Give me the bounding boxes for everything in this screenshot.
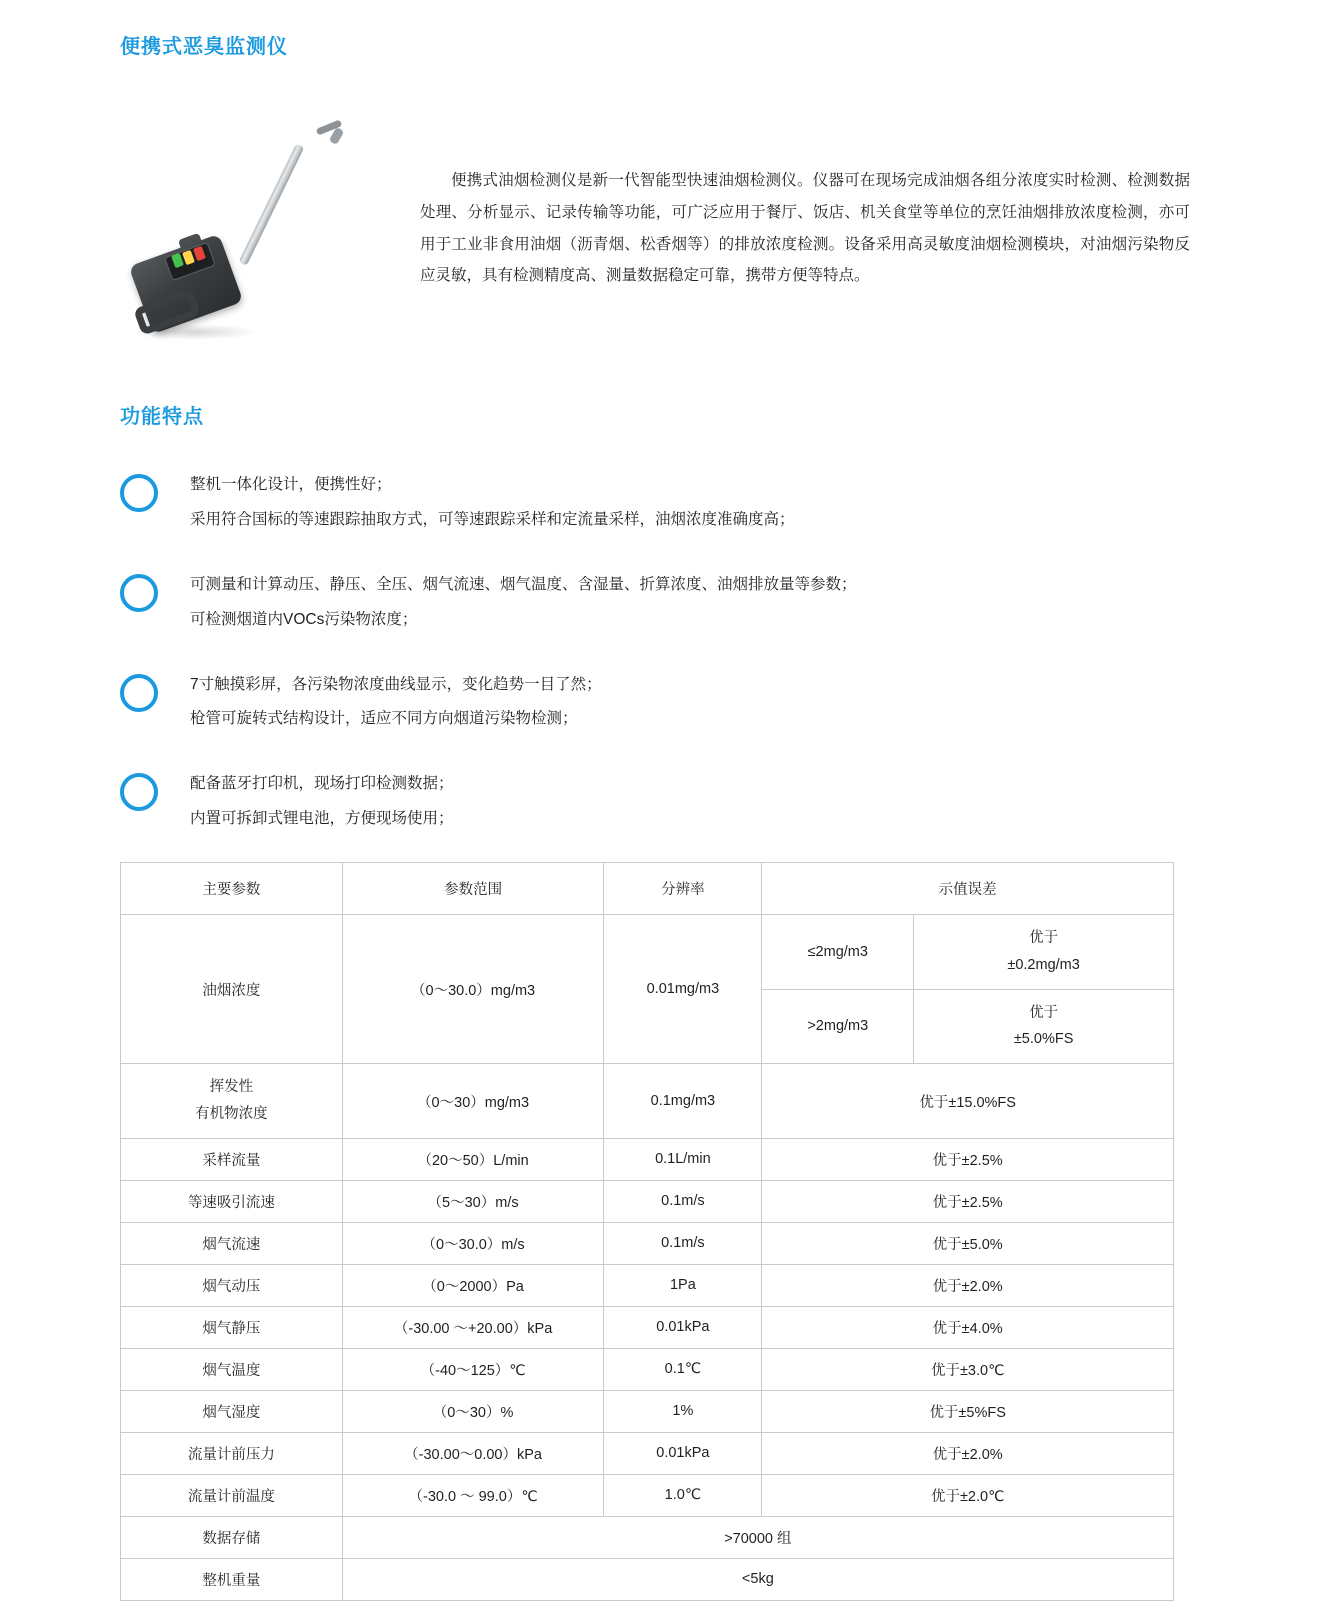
- cell-resolution: 0.01mg/m3: [604, 915, 762, 1064]
- error-value-line: ±0.2mg/m3: [1007, 956, 1080, 973]
- specification-table: [120, 862, 1174, 1601]
- cell-error-value: 优于±2.0%: [762, 1264, 1174, 1306]
- table-row: [121, 1222, 1174, 1264]
- circle-bullet-icon: [120, 574, 158, 612]
- feature-list: [120, 468, 1195, 867]
- cell-error-value: [914, 915, 1174, 990]
- feature-line: 可测量和计算动压、静压、全压、烟气流速、烟气温度、含湿量、折算浓度、油烟排放量等参数；: [190, 575, 857, 593]
- intro-paragraph: 便携式油烟检测仪是新一代智能型快速油烟检测仪。仪器可在现场完成油烟各组分浓度实时检测、检测数据处理、分析显示、记录传输等功能，可广泛应用于餐厅、饭店、机关食堂等单位的烹饪油烟排放浓度检测，亦可用于工业非食用油烟（沥青烟、松香烟等）的排放浓度检测。设备采用高灵敏度油烟检测模块，对油烟污染物反应灵敏，具有检测精度高、测量数据稳定可靠，携带方便等特点。: [420, 172, 1190, 285]
- cell-range: （0～30.0）m/s: [342, 1222, 604, 1264]
- cell-range: （-30.00～0.00）kPa: [342, 1432, 604, 1474]
- cell-parameter: 烟气动压: [121, 1264, 343, 1306]
- feature-text: [190, 668, 1195, 738]
- column-header-resolution: 分辨率: [604, 863, 762, 915]
- error-value-line: 优于: [1029, 930, 1059, 946]
- cell-parameter: 流量计前压力: [121, 1432, 343, 1474]
- cell-resolution: 0.01kPa: [604, 1306, 762, 1348]
- cell-range: （5～30）m/s: [342, 1180, 604, 1222]
- feature-line: 配备蓝牙打印机，现场打印检测数据；: [190, 775, 454, 793]
- feature-text: [190, 767, 1195, 837]
- cell-range: （-30.00 ～+20.00）kPa: [342, 1306, 604, 1348]
- feature-text: [190, 568, 1195, 638]
- table-row: [121, 1064, 1174, 1139]
- cell-error-value: 优于±2.5%: [762, 1138, 1174, 1180]
- cell-resolution: 0.01kPa: [604, 1432, 762, 1474]
- cell-error-value: 优于±2.5%: [762, 1180, 1174, 1222]
- cell-range: （0～30）mg/m3: [342, 1064, 604, 1139]
- error-value-line: 优于: [1029, 1004, 1059, 1021]
- cell-error-value: 优于±4.0%: [762, 1306, 1174, 1348]
- cell-parameter: 采样流量: [121, 1138, 343, 1180]
- table-row: [121, 1558, 1174, 1600]
- cell-resolution: 0.1L/min: [604, 1138, 762, 1180]
- table-row: [121, 1516, 1174, 1558]
- error-value-line: ±5.0%FS: [1013, 1031, 1074, 1048]
- cell-value: <5kg: [342, 1558, 1173, 1600]
- table-row: [121, 1180, 1174, 1222]
- cell-error-value: 优于±3.0℃: [762, 1348, 1174, 1390]
- cell-resolution: 0.1m/s: [604, 1180, 762, 1222]
- cell-resolution: 1Pa: [604, 1264, 762, 1306]
- cell-error-value: [914, 989, 1174, 1064]
- cell-parameter: 烟气温度: [121, 1348, 343, 1390]
- cell-resolution: 0.1℃: [604, 1348, 762, 1390]
- circle-bullet-icon: [120, 773, 158, 811]
- table-row: [121, 915, 1174, 990]
- column-header-parameter: 主要参数: [121, 863, 343, 915]
- cell-range: （0～30.0）mg/m3: [342, 915, 604, 1064]
- circle-bullet-icon: [120, 474, 158, 512]
- cell-range: （20～50）L/min: [342, 1138, 604, 1180]
- cell-parameter: 整机重量: [121, 1558, 343, 1600]
- column-header-range: 参数范围: [342, 863, 604, 915]
- table-row: [121, 1306, 1174, 1348]
- list-item: [120, 468, 1195, 538]
- table-row: [121, 1390, 1174, 1432]
- cell-resolution: 1.0℃: [604, 1474, 762, 1516]
- feature-line: 整机一体化设计，便携性好；: [190, 476, 392, 493]
- cell-error-value: 优于±5.0%: [762, 1222, 1174, 1264]
- cell-parameter: 烟气静压: [121, 1306, 343, 1348]
- table-row: [121, 1348, 1174, 1390]
- intro-block: [120, 110, 1195, 370]
- cell-range: （-30.0 ～ 99.0）℃: [342, 1474, 604, 1516]
- table-row: [121, 1138, 1174, 1180]
- cell-error-value: 优于±2.0℃: [762, 1474, 1174, 1516]
- feature-line: 枪管可旋转式结构设计，适应不同方向烟道污染物检测；: [190, 710, 578, 728]
- cell-parameter: [121, 1064, 343, 1139]
- circle-bullet-icon: [120, 674, 158, 712]
- cell-parameter: 烟气流速: [121, 1222, 343, 1264]
- list-item: [120, 568, 1195, 638]
- table-row: [121, 1264, 1174, 1306]
- feature-line: 采用符合国标的等速跟踪抽取方式，可等速跟踪采样和定流量采样，油烟浓度准确度高；: [190, 510, 795, 528]
- cell-parameter: 烟气湿度: [121, 1390, 343, 1432]
- feature-text: [190, 468, 1195, 538]
- cell-error-condition: >2mg/m3: [762, 989, 914, 1064]
- cell-error-value: 优于±15.0%FS: [762, 1064, 1174, 1139]
- product-photo: [120, 110, 400, 360]
- column-header-error: 示值误差: [762, 863, 1174, 915]
- page-title: 便携式恶臭监测仪: [120, 36, 288, 58]
- list-item: [120, 767, 1195, 837]
- cell-resolution: 1%: [604, 1390, 762, 1432]
- cell-range: （-40～125）℃: [342, 1348, 604, 1390]
- cell-range: （0～2000）Pa: [342, 1264, 604, 1306]
- cell-parameter: 等速吸引流速: [121, 1180, 343, 1222]
- feature-line: 7寸触摸彩屏，各污染物浓度曲线显示，变化趋势一目了然；: [190, 675, 602, 693]
- cell-resolution: 0.1m/s: [604, 1222, 762, 1264]
- table-row: [121, 1432, 1174, 1474]
- cell-value: >70000 组: [342, 1516, 1173, 1558]
- cell-error-value: 优于±2.0%: [762, 1432, 1174, 1474]
- parameter-line: 挥发性: [209, 1079, 254, 1096]
- cell-parameter: 油烟浓度: [121, 915, 343, 1064]
- cell-range: （0～30）%: [342, 1390, 604, 1432]
- cell-error-value: 优于±5%FS: [762, 1390, 1174, 1432]
- feature-line: 内置可拆卸式锂电池，方便现场使用；: [190, 810, 454, 828]
- features-title: 功能特点: [120, 406, 204, 428]
- cell-parameter: 数据存储: [121, 1516, 343, 1558]
- table-header-row: [121, 863, 1174, 915]
- probe-shaft: [238, 143, 304, 266]
- feature-line: 可检测烟道内VOCs污染物浓度；: [190, 610, 418, 628]
- parameter-line: 有机物浓度: [195, 1106, 268, 1123]
- table-row: [121, 1474, 1174, 1516]
- list-item: [120, 668, 1195, 738]
- cell-error-condition: ≤2mg/m3: [762, 915, 914, 990]
- cell-resolution: 0.1mg/m3: [604, 1064, 762, 1139]
- cell-parameter: 流量计前温度: [121, 1474, 343, 1516]
